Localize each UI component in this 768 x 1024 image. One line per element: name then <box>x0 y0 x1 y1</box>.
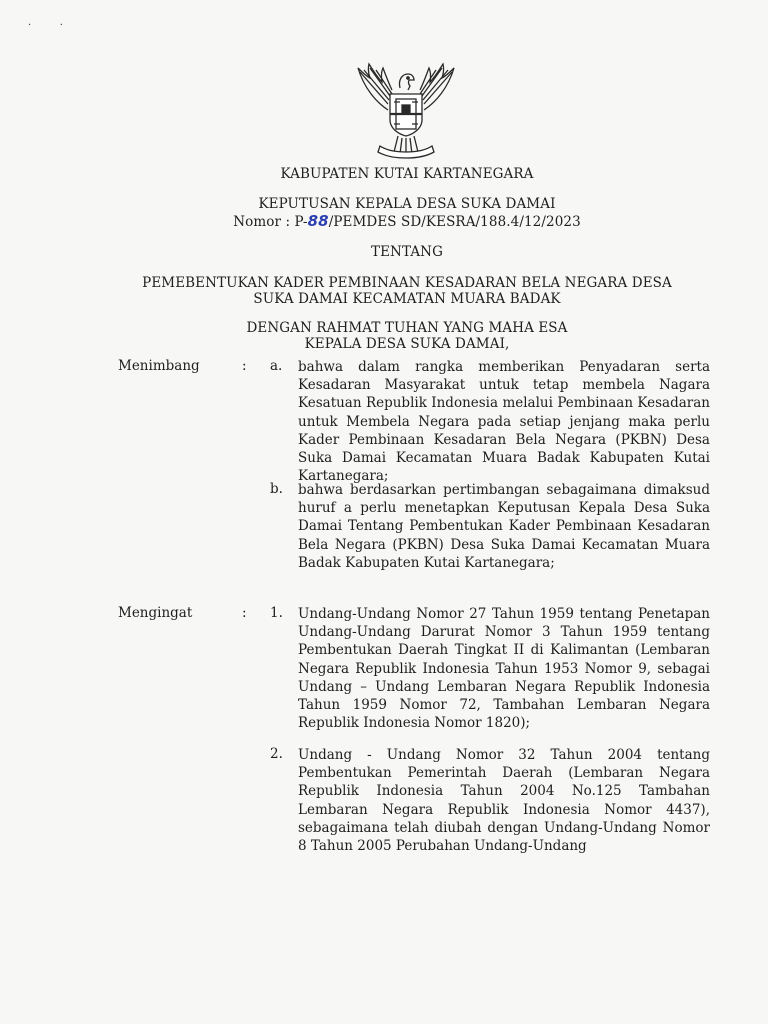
mengingat-item-text: Undang-Undang Nomor 27 Tahun 1959 tentang Penetapan Undang-Undang Darurat Nomor 3 Tahun 1959 tentang Pembentukan Daerah Tingkat II di Kalimantan (Lembaran Negara Republik Indonesia Tahun 1953 Nomor 9, sebagai Undang – Undang Lembaran Negara Republik Indonesia Tahun 1959 Nomor 72, Tambahan Lembaran Negara Republik Indonesia Nomor 1820); <box>298 606 710 732</box>
menimbang-item-marker: a. <box>270 358 283 374</box>
menimbang-label: Menimbang <box>118 358 200 374</box>
menimbang-item-text: bahwa dalam rangka memberikan Penyadaran serta Kesadaran Masyarakat untuk tetap membela Nagara Kesatuan Republik Indonesia melalui Pembinaan Kesadaran untuk Membela Negara pada setiap jenjang maka perlu Kader Pembinaan Kesadaran Bela Negara (PKBN) Desa Suka Damai Kecamatan Muara Badak Kabupaten Kutai Kartanegara; <box>298 359 710 485</box>
subject-line-1: PEMEBENTUKAN KADER PEMBINAAN KESADARAN BELA NEGARA DESA <box>142 275 672 291</box>
mengingat-item-marker: 2. <box>270 746 283 762</box>
menimbang-item-marker: b. <box>270 481 283 497</box>
decree-number <box>0 213 768 231</box>
regency-name: KABUPATEN KUTAI KARTANEGARA <box>280 166 534 182</box>
garuda-emblem-icon <box>348 58 464 162</box>
subject-line-2: SUKA DAMAI KECAMATAN MUARA BADAK <box>253 291 561 307</box>
menimbang-item-text: bahwa berdasarkan pertimbangan sebagaimana dimaksud huruf a perlu menetapkan Keputusan Kepala Desa Suka Damai Tentang Pembentukan Kader Pembinaan Kesadaran Bela Negara (PKBN) Desa Suka Damai Kecamatan Muara Badak Kabupaten Kutai Kartanegara; <box>298 482 710 571</box>
decree-title: KEPUTUSAN KEPALA DESA SUKA DAMAI <box>258 196 556 212</box>
issuer: KEPALA DESA SUKA DAMAI, <box>304 336 510 352</box>
mengingat-item-text: Undang - Undang Nomor 32 Tahun 2004 tentang Pembentukan Pemerintah Daerah (Lembaran Negara Republik Indonesia Tahun 2004 No.125 Tambahan Lembaran Negara Republik Indonesia Nomor 4437), sebagaimana telah diubah dengan Undang-Undang Nomor 8 Tahun 2005 Perubahan Undang-Undang <box>298 747 710 855</box>
about-label: TENTANG <box>371 244 443 260</box>
scan-specks: · · <box>28 20 63 31</box>
decree-number-handwritten: 88 <box>307 212 329 230</box>
mengingat-colon: : <box>242 605 247 621</box>
invocation: DENGAN RAHMAT TUHAN YANG MAHA ESA <box>246 320 568 336</box>
mengingat-item-marker: 1. <box>270 605 283 621</box>
mengingat-label: Mengingat <box>118 605 193 621</box>
decree-number-suffix: /PEMDES SD/KESRA/188.4/12/2023 <box>328 214 581 230</box>
menimbang-colon: : <box>242 358 247 374</box>
decree-number-prefix: Nomor : P- <box>233 214 308 230</box>
